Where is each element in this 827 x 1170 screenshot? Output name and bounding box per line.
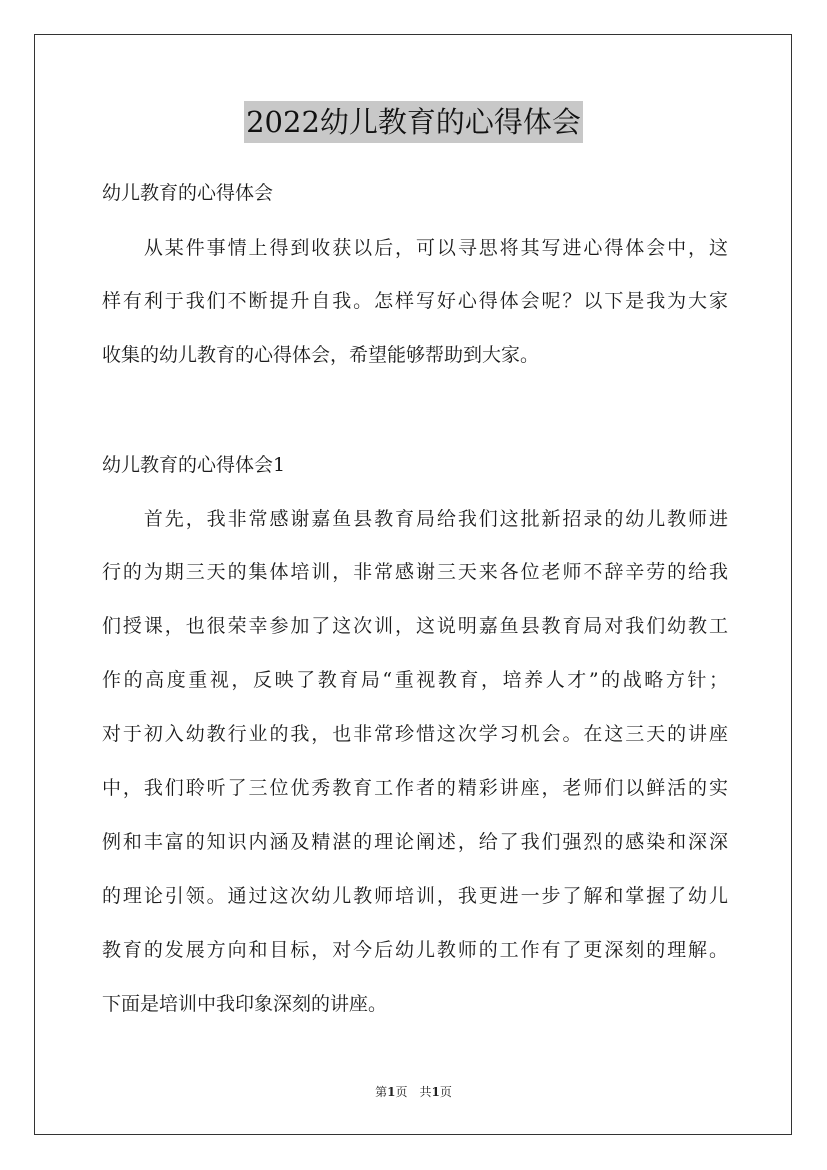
- body-line-3: 们授课，也很荣幸参加了这次训，这说明嘉鱼县教育局对我们幼教工: [102, 615, 728, 637]
- body-line-10: 下面是培训中我印象深刻的讲座。: [102, 993, 388, 1015]
- footer-page-mid: 页 共: [395, 1085, 432, 1099]
- body-line-8: 的理论引领。通过这次幼儿教师培训，我更进一步了解和掌握了幼儿: [102, 885, 728, 907]
- body-line-5: 对于初入幼教行业的我，也非常珍惜这次学习机会。在这三天的讲座: [102, 723, 728, 745]
- footer-page-total: 1: [431, 1085, 440, 1099]
- intro-line-2: 样有利于我们不断提升自我。怎样写好心得体会呢？以下是我为大家: [102, 290, 728, 312]
- body-line-4: 作的高度重视，反映了教育局“重视教育，培养人才”的战略方针；: [102, 669, 728, 691]
- document-subtitle: 幼儿教育的心得体会: [102, 182, 274, 204]
- body-line-6: 中，我们聆听了三位优秀教育工作者的精彩讲座，老师们以鲜活的实: [102, 777, 728, 799]
- body-line-9: 教育的发展方向和目标，对今后幼儿教师的工作有了更深刻的理解。: [102, 939, 728, 961]
- body-line-2: 行的为期三天的集体培训，非常感谢三天来各位老师不辞辛劳的给我: [102, 561, 728, 583]
- document-title: 2022幼儿教育的心得体会: [244, 101, 583, 143]
- intro-line-3: 收集的幼儿教育的心得体会，希望能够帮助到大家。: [102, 344, 540, 366]
- footer-page-suffix: 页: [439, 1085, 452, 1099]
- section-heading: 幼儿教育的心得体会1: [102, 454, 286, 476]
- body-line-7: 例和丰富的知识内涵及精湛的理论阐述，给了我们强烈的感染和深深: [102, 831, 728, 853]
- page-footer: [0, 1084, 827, 1100]
- intro-line-1: 从某件事情上得到收获以后，可以寻思将其写进心得体会中，这: [102, 237, 728, 259]
- footer-page-prefix: 第: [375, 1085, 388, 1099]
- title-container: [0, 101, 827, 143]
- footer-page-current: 1: [387, 1085, 396, 1099]
- body-line-1: 首先，我非常感谢嘉鱼县教育局给我们这批新招录的幼儿教师进: [102, 508, 728, 530]
